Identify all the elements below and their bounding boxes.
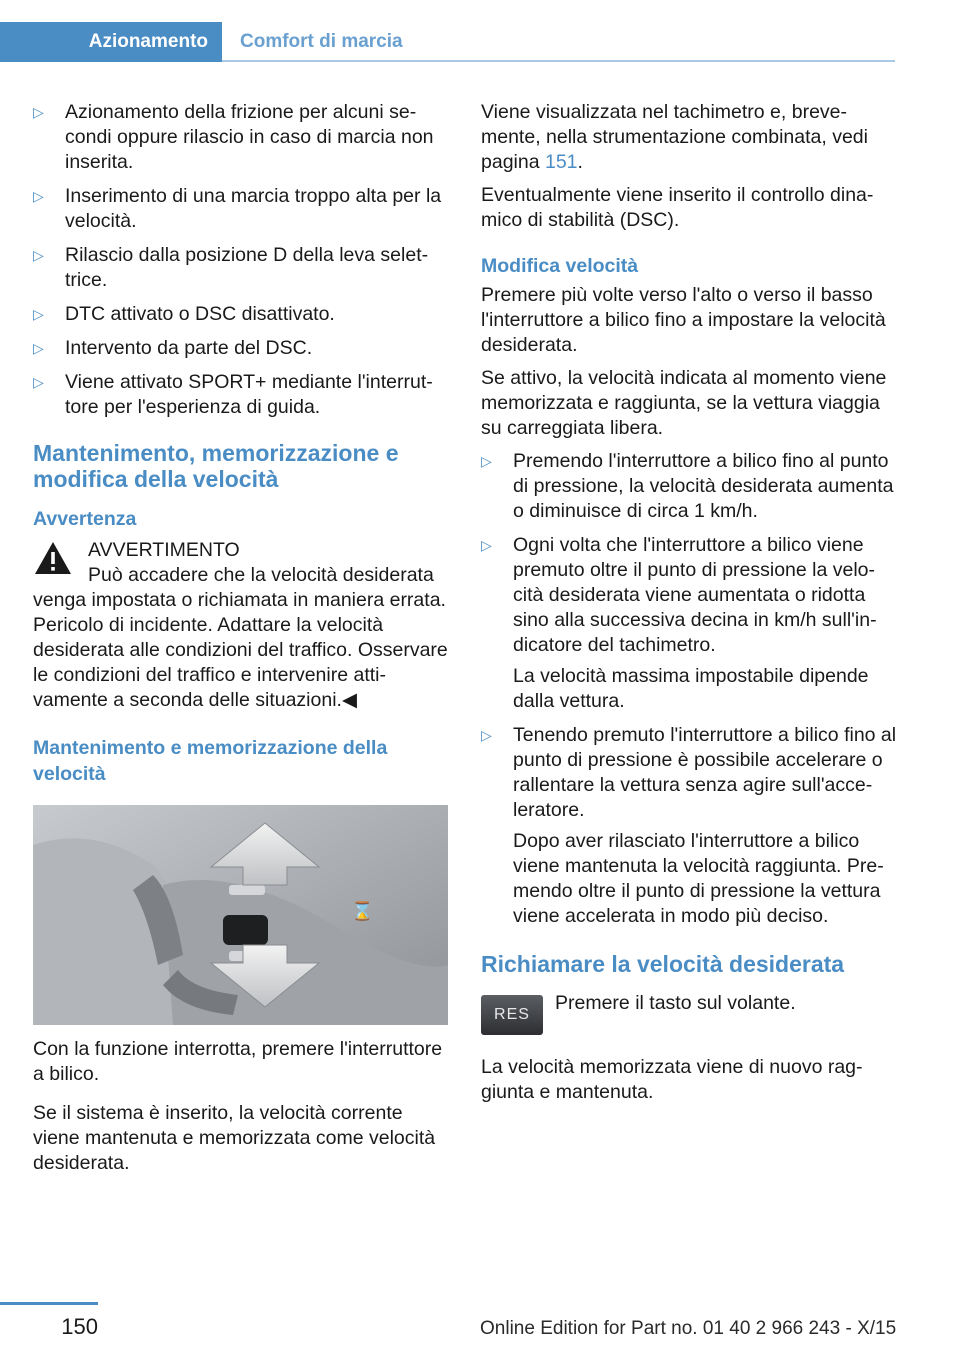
section-heading-richiamare-velocita: Richiamare la velocità desiderata: [481, 951, 845, 977]
warning-title: AVVERTIMENTO: [88, 539, 240, 561]
paragraph-funzione-interrotta: Con la funzione interrotta, premere l'interruttore a bilico.: [33, 1038, 443, 1085]
paragraph-sistema-inserito: Se il sistema è inserito, la velocità corrente viene mantenuta e memorizzata come velocità desiderata.: [33, 1102, 436, 1174]
steering-wheel-rocker-switch-image: [33, 805, 448, 1025]
right-column: [481, 100, 897, 1113]
list-item: ▷ DTC attivato o DSC disattivato.: [33, 303, 335, 325]
page-number: 150: [61, 1314, 98, 1339]
warning-block: [33, 538, 449, 713]
list-item: ▷ Viene attivato SPORT+ mediante l'interruttore per l'esperienza di guida.: [33, 371, 433, 418]
list-item: ▷ Azionamento della frizione per alcuni secondi oppure rilascio in caso di marcia non inserita.: [33, 101, 434, 173]
footer-edition: Online Edition for Part no. 01 40 2 966 243 - X/15: [480, 1318, 897, 1339]
list-item: ▷ Inserimento di una marcia troppo alta per la velocità.: [33, 185, 442, 232]
triangle-bullet-icon: ▷: [33, 306, 44, 322]
list-item-note: Dopo aver rilasciato l'interruttore a bilico viene mantenuta la velocità raggiunta. Premendo oltre il punto di pressione la vettura viene accelerata in modo più deciso.: [513, 830, 884, 927]
list-item: ▷ Premendo l'interruttore a bilico fino al punto di pressione, la velocità desiderata aumenta o diminuisce di circa 1 km/h.: [481, 450, 894, 522]
list-item-note: La velocità massima impostabile dipende dalla vettura.: [513, 665, 869, 712]
list-item: ▷ Intervento da parte del DSC.: [33, 337, 313, 359]
list-item: ▷ Tenendo premuto l'interruttore a bilico fino al punto di pressione è possibile accelerare o rallentare la vettura senza agire sull'acceleratore. Dopo aver rilasciato l'interruttore a bilico viene mantenuta la velocità raggiunta. Premendo oltre il punto di pressione la vettura viene accelerata in modo più deciso.: [481, 724, 897, 927]
triangle-bullet-icon: ▷: [481, 727, 492, 743]
page-link[interactable]: 151: [544, 151, 578, 173]
triangle-bullet-icon: ▷: [33, 340, 44, 356]
svg-text:⌛: ⌛: [351, 901, 374, 922]
steering-wheel-illustration: [33, 805, 448, 1025]
list-item: ▷ Ogni volta che l'interruttore a bilico viene premuto oltre il punto di pressione la velocità desiderata viene aumentata o ridotta sino alla successiva decina in km/h sull'indicatore del tachimetro. La velocità massima impostabile dipende dalla vettura.: [481, 533, 897, 714]
tab-comfort-di-marcia[interactable]: Comfort di marcia: [240, 31, 403, 52]
res-button-row: [481, 991, 897, 1049]
paragraph-se-attivo: Se attivo, la velocità indicata al momento viene memorizzata e raggiunta, se la vettura viaggia su carreggiata libera.: [481, 367, 887, 439]
subheading-mantenimento-memorizzazione: Mantenimento e memorizzazione della velocità: [33, 737, 388, 785]
list-item: ▷ Rilascio dalla posizione D della leva selettrice.: [33, 244, 429, 291]
left-column: [33, 100, 449, 1184]
left-bullet-list: [33, 100, 449, 420]
triangle-bullet-icon: ▷: [33, 188, 44, 204]
subheading-avvertenza: Avvertenza: [33, 508, 137, 530]
section-heading-mantenimento-modifica: Mantenimento, memorizzazione e modifica della velocità: [33, 440, 399, 492]
paragraph-dsc: Eventualmente viene inserito il controllo dinamico di stabilità (DSC).: [481, 184, 874, 231]
paragraph-premere: Premere più volte verso l'alto o verso il basso l'interruttore a bilico fino a impostare la velocità desiderata.: [481, 284, 886, 356]
footer-divider: [0, 1302, 98, 1305]
res-button-icon: RES: [481, 995, 543, 1035]
warning-text: Può accadere che la velocità desiderata venga impostata o richiamata in maniera errata. Pericolo di incidente. Adattare la velocità desiderata alle condizioni del traffico. Osservare le condizioni del traffico e intervenire attivamente a seconda delle situazioni.◀: [33, 564, 448, 711]
triangle-bullet-icon: ▷: [33, 104, 44, 120]
tab-azionamento[interactable]: Azionamento: [0, 22, 222, 62]
warning-triangle-icon: [33, 540, 73, 576]
triangle-bullet-icon: ▷: [481, 453, 492, 469]
paragraph-velocita-memorizzata: La velocità memorizzata viene di nuovo raggiunta e mantenuta.: [481, 1056, 863, 1103]
header-divider: [222, 60, 895, 62]
triangle-bullet-icon: ▷: [481, 537, 492, 553]
triangle-bullet-icon: ▷: [33, 374, 44, 390]
subheading-modifica-velocita: Modifica velocità: [481, 255, 639, 277]
header-tabs: [0, 22, 895, 62]
res-instruction: Premere il tasto sul volante.: [555, 992, 796, 1014]
right-bullet-list: [481, 449, 897, 929]
triangle-bullet-icon: ▷: [33, 247, 44, 263]
paragraph-tachimetro: Viene visualizzata nel tachimetro e, brevemente, nella strumentazione combinata, vedi pagina 151.: [481, 101, 868, 173]
